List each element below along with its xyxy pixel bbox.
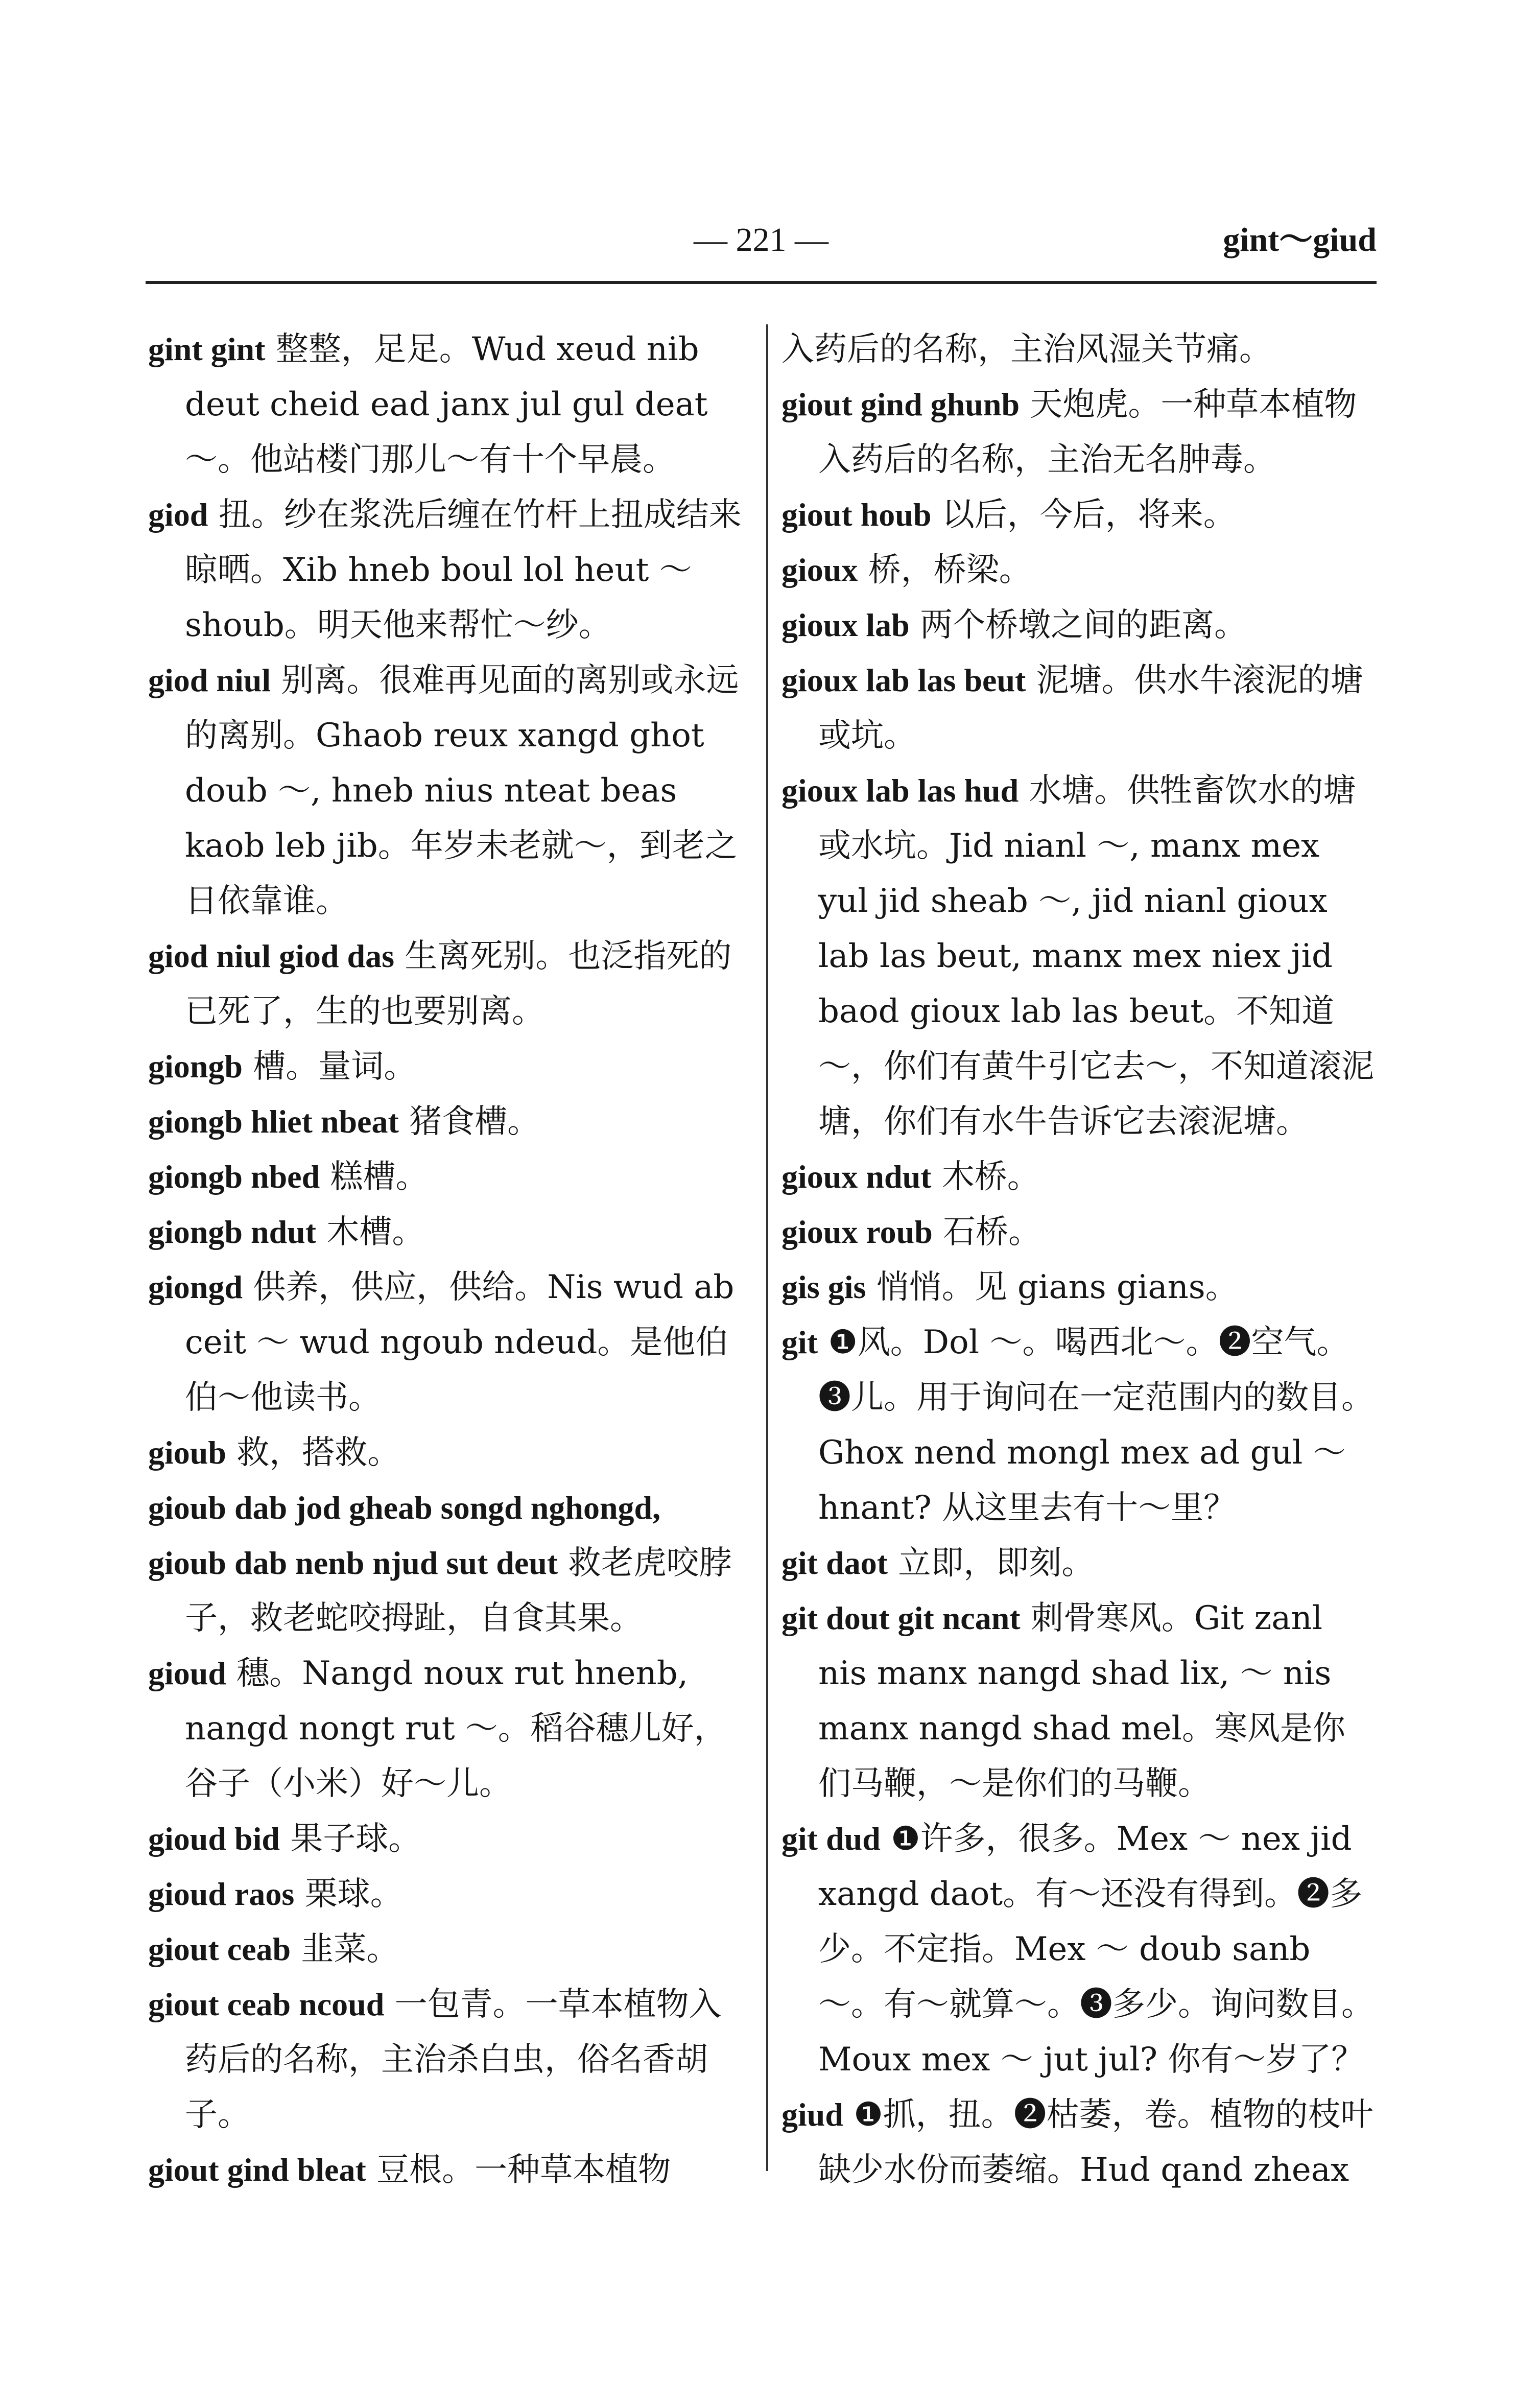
entry-headword: giout ceab ncoud — [148, 1986, 385, 2022]
dictionary-entry — [781, 1315, 1374, 1536]
entry-headword: giout gind ghunb — [781, 386, 1020, 422]
entry-headword: gioux lab las beut — [781, 662, 1026, 698]
entry-definition: 猪食槽。 — [398, 1103, 540, 1141]
entry-headword: giongb nbed — [148, 1159, 320, 1195]
guide-words: gint～giud — [1223, 221, 1377, 258]
entry-definition: 悄悄。见 gians gians。 — [866, 1268, 1238, 1306]
entry-headword: gioux ndut — [781, 1159, 932, 1195]
entry-definition: 泥塘。供水牛滚泥的塘或坑。 — [818, 662, 1363, 754]
dictionary-entry — [781, 377, 1374, 487]
entry-headword: gioud bid — [148, 1821, 280, 1857]
dictionary-entry — [148, 1977, 751, 2142]
entry-definition: 救老虎咬脖子，救老蛇咬拇趾，自食其果。 — [185, 1544, 732, 1637]
dictionary-entry — [148, 1260, 751, 1425]
entry-headword: giout gind bleat — [148, 2152, 366, 2188]
entry-definition: ❶抓，扭。❷枯萎，卷。植物的枝叶缺少水份而萎缩。Hud qand zheax — [818, 2096, 1373, 2189]
entry-headword: gioub — [148, 1434, 226, 1471]
right-column — [781, 322, 1374, 2198]
page-number: — 221 — — [694, 221, 828, 258]
column-divider — [766, 324, 768, 2171]
dictionary-entry — [148, 2142, 751, 2198]
dictionary-entry — [148, 1867, 751, 1922]
entry-definition: 穗。Nangd noux rut hnenb, nangd nongt rut ～。稻谷穗儿好，谷子（小米）好～儿。 — [185, 1655, 727, 1803]
entry-definition: 扭。纱在浆洗后缠在竹杆上扭成结来晾晒。Xib hneb boul lol heut ～ shoub。明天他来帮忙～纱。 — [185, 496, 742, 644]
dictionary-entry — [781, 487, 1374, 543]
dictionary-entry — [781, 1149, 1374, 1205]
entry-definition: 天炮虎。一种草本植物入药后的名称，主治无名肿毒。 — [818, 386, 1357, 479]
dictionary-entry — [148, 1480, 751, 1536]
dictionary-entry — [781, 1260, 1374, 1315]
entry-definition: 果子球。 — [279, 1820, 421, 1858]
entry-headword: gint gint — [148, 331, 266, 367]
entry-definition: 水塘。供牲畜饮水的塘或水坑。Jid nianl ～, manx mex yul jid sheab ～, jid nianl gioux lab las beut, manx mex niex jid baod gioux lab las beut。不知道～，你们有黄牛引它去～，不知道滚泥塘，你们有水牛告诉它去滚泥塘。 — [818, 772, 1374, 1141]
entry-headword: giongb — [148, 1048, 243, 1084]
entry-definition: 别离。很难再见面的离别或永远的离别。Ghaob reux xangd ghot doub ～, hneb nius nteat beas kaob leb jib。年岁未老就～，到老之日依靠谁。 — [185, 662, 739, 920]
entry-headword: gioux lab — [781, 607, 910, 643]
entry-headword: git dout git ncant — [781, 1600, 1021, 1636]
entry-definition: 两个桥墩之间的距离。 — [909, 606, 1247, 644]
entry-definition: ❶许多，很多。Mex ～ nex jid xangd daot。有～还没有得到。❷多少。不定指。Mex ～ doub sanb ～。有～就算～。❸多少。询问数目。Moux mex ～ jut jul? 你有～岁了？ — [818, 1820, 1374, 2079]
dictionary-entry — [148, 322, 751, 487]
header-rule — [146, 281, 1377, 284]
entry-headword: giongb ndut — [148, 1214, 317, 1250]
entry-headword: gioud — [148, 1655, 226, 1691]
entry-headword: gis gis — [781, 1269, 866, 1305]
entry-headword: giod niul — [148, 662, 271, 698]
dictionary-entry — [781, 653, 1374, 763]
entry-headword: gioux roub — [781, 1214, 933, 1250]
entry-definition: 豆根。一种草本植物 — [366, 2151, 671, 2189]
entry-headword: git — [781, 1324, 818, 1360]
entry-headword: gioub dab nenb njud sut deut — [148, 1545, 558, 1581]
dictionary-entry — [148, 1094, 751, 1149]
entry-headword: giod niul giod das — [148, 938, 394, 974]
dictionary-entry — [148, 1149, 751, 1205]
dictionary-entry — [148, 1536, 751, 1646]
entry-definition: 木桥。 — [931, 1158, 1040, 1196]
dictionary-entry — [781, 322, 1374, 377]
dictionary-entry — [781, 598, 1374, 653]
entry-headword: giod — [148, 497, 208, 533]
dictionary-entry — [781, 1536, 1374, 1591]
dictionary-entry — [148, 1039, 751, 1094]
dictionary-entry — [781, 1591, 1374, 1811]
dictionary-entry — [781, 1205, 1374, 1260]
entry-headword: giout ceab — [148, 1931, 291, 1967]
dictionary-entry — [148, 1205, 751, 1260]
dictionary-entry — [148, 653, 751, 929]
dictionary-entry — [781, 543, 1374, 598]
dictionary-entry — [148, 929, 751, 1039]
entry-headword: gioux lab las hud — [781, 772, 1019, 809]
entry-definition: 桥，桥梁。 — [858, 551, 1032, 589]
entry-headword: gioux — [781, 552, 858, 588]
dictionary-entry — [781, 1811, 1374, 2087]
entry-definition: 整整，足足。Wud xeud nib deut cheid ead janx jul gul deat ～。他站楼门那儿～有十个早晨。 — [185, 331, 708, 479]
entry-headword: giud — [781, 2096, 843, 2133]
dictionary-entry — [781, 2087, 1374, 2198]
entry-definition: 韭菜。 — [291, 1930, 399, 1968]
entry-headword: gioub dab jod gheab songd nghongd, — [148, 1490, 661, 1526]
entry-definition: 木槽。 — [316, 1213, 425, 1251]
entry-definition: 一包青。一草本植物入药后的名称，主治杀白虫，俗名香胡子。 — [185, 1986, 722, 2134]
entry-definition: 石桥。 — [932, 1213, 1041, 1251]
entry-headword: giongb hliet nbeat — [148, 1103, 399, 1140]
entry-definition: 供养，供应，供给。Nis wud ab ceit ～ wud ngoub ndeud。是他伯伯～他读书。 — [185, 1268, 735, 1417]
entry-headword: git dud — [781, 1821, 881, 1857]
entry-definition: 入药后的名称，主治风湿关节痛。 — [781, 331, 1272, 368]
entry-definition: 刺骨寒风。Git zanl nis manx nangd shad lix, ～ nis manx nangd shad mel。寒风是你们马鞭，～是你们的马鞭。 — [818, 1599, 1345, 1803]
entry-definition: 救，搭救。 — [226, 1434, 400, 1472]
page-header — [146, 220, 1377, 268]
dictionary-entry — [148, 487, 751, 653]
entry-headword: giongd — [148, 1269, 243, 1305]
left-column — [148, 322, 751, 2198]
entry-definition: 立即，即刻。 — [888, 1544, 1095, 1582]
entry-definition: 槽。量词。 — [242, 1048, 417, 1086]
dictionary-entry — [148, 1425, 751, 1480]
entry-definition: 栗球。 — [294, 1875, 403, 1913]
dictionary-entry — [781, 763, 1374, 1149]
entry-definition: ❶风。Dol ～。喝西北～。❷空气。❸儿。用于询问在一定范围内的数目。Ghox nend mongl mex ad gul ～ hnant? 从这里去有十～里？ — [818, 1324, 1374, 1527]
entry-definition: 以后，今后，将来。 — [931, 496, 1236, 534]
entry-headword: giout houb — [781, 497, 932, 533]
dictionary-entry — [148, 1646, 751, 1811]
entry-definition: 生离死别。也泛指死的已死了，生的也要别离。 — [185, 937, 732, 1030]
dictionary-entry — [148, 1811, 751, 1867]
entry-headword: gioud raos — [148, 1876, 295, 1912]
entry-definition: 糕槽。 — [320, 1158, 429, 1196]
entry-headword: git daot — [781, 1545, 888, 1581]
dictionary-entry — [148, 1922, 751, 1977]
